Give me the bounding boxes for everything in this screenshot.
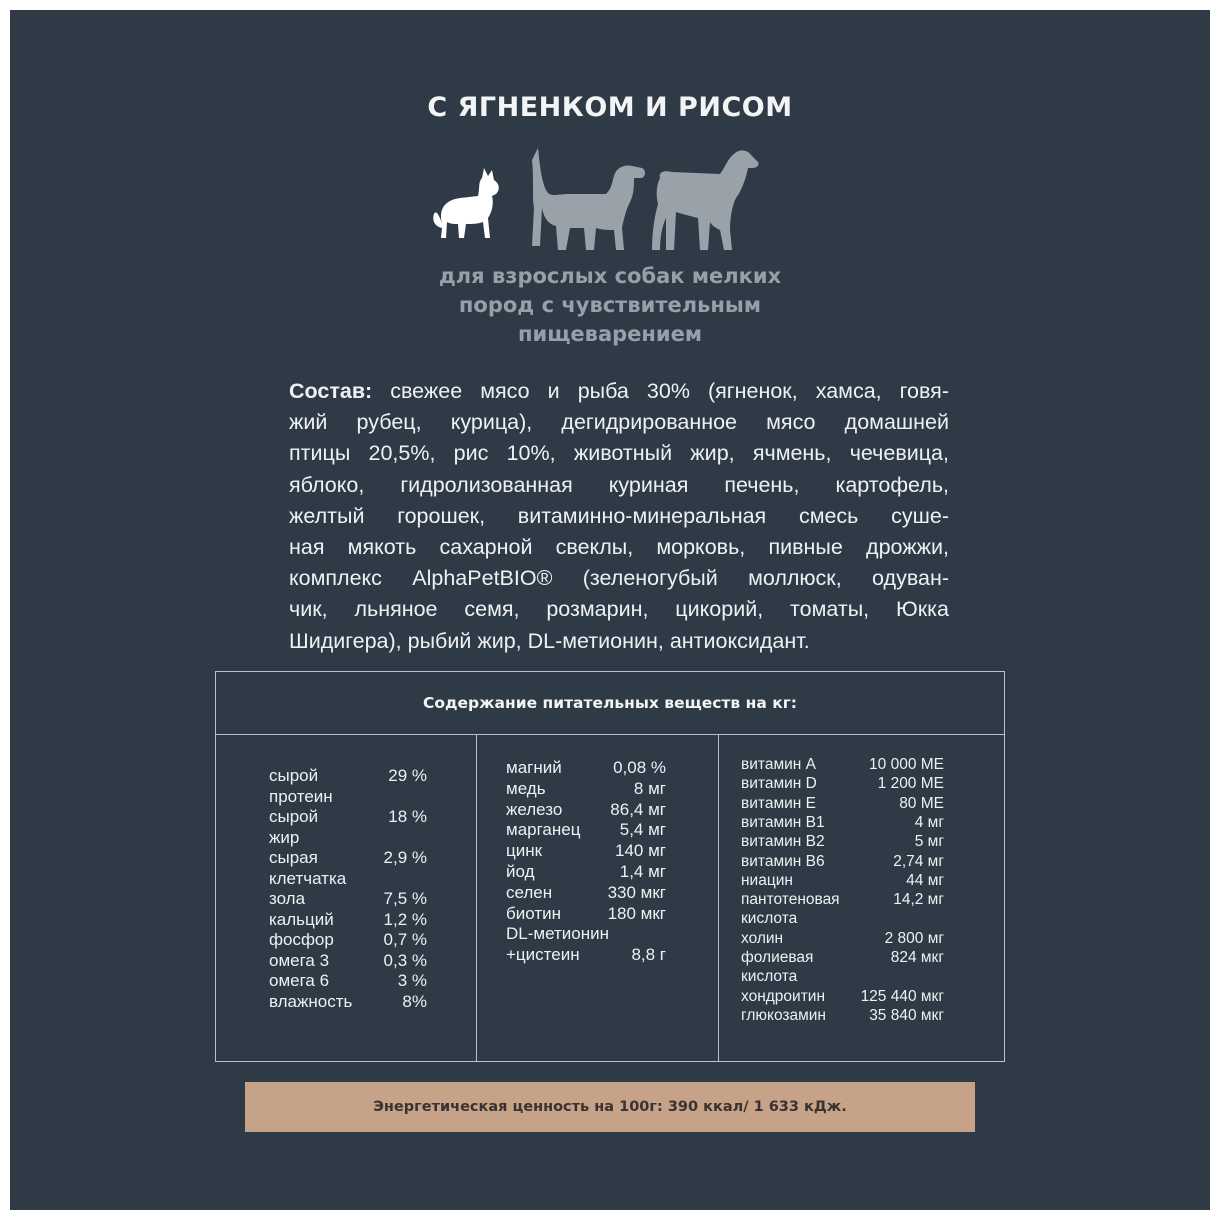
- nutrient-row: [741, 930, 944, 949]
- nutrient-name: кислота: [741, 910, 798, 928]
- nutrients-table: [215, 671, 1005, 1062]
- nutrient-name: пантотеновая: [741, 891, 840, 909]
- nutrient-name: сырой: [269, 766, 319, 785]
- nutrient-name: магний: [506, 758, 562, 777]
- nutrient-value: 8%: [402, 991, 427, 1011]
- nutrient-row: [741, 988, 944, 1007]
- nutrient-name: витамин А: [741, 756, 816, 773]
- nutrient-value: 330 мкг: [607, 882, 666, 902]
- column-divider: [718, 734, 719, 1061]
- composition-line: комплекс AlphaPetBIO® (зеленогубый моллюск, одуван-: [289, 566, 949, 591]
- nutrient-name: клетчатка: [269, 868, 347, 888]
- nutrient-name: кальций: [269, 909, 334, 929]
- column-divider: [476, 734, 477, 1061]
- nutrient-row: [269, 889, 427, 910]
- nutrient-name: селен: [506, 882, 553, 902]
- nutrient-name: витамин Е: [741, 794, 816, 812]
- nutrient-name: железо: [506, 799, 563, 819]
- nutrient-row: [741, 968, 944, 987]
- nutrient-name: омега 3: [269, 950, 330, 970]
- nutrient-name: зола: [269, 889, 306, 908]
- nutrient-name: сырой: [269, 807, 319, 826]
- nutrient-value: 86,4 мг: [610, 799, 666, 819]
- composition-line-text: свежее мясо и рыба 30% (ягненок, хамса, говя-: [372, 379, 949, 403]
- composition-line: чик, льняное семя, розмарин, цикорий, томаты, Юкка: [289, 597, 949, 622]
- nutrient-row: [506, 800, 666, 821]
- nutrient-row: [506, 883, 666, 904]
- nutrient-value: 824 мкг: [890, 949, 944, 966]
- nutrient-value: 1 200 МЕ: [877, 775, 944, 793]
- nutrient-value: 125 440 мкг: [860, 987, 944, 1005]
- nutrient-name: влажность: [269, 991, 353, 1011]
- nutrient-name: витамин В2: [741, 833, 825, 851]
- nutrient-row: [269, 766, 427, 787]
- product-subtitle: [10, 262, 1210, 349]
- medium-dog-icon: [532, 148, 645, 250]
- nutrient-row: [741, 795, 944, 814]
- nutrients-heading: Содержание питательных веществ на кг:: [216, 672, 1004, 735]
- nutrient-row: [741, 910, 944, 929]
- nutrient-row: [269, 869, 427, 890]
- nutrient-name: +цистеин: [506, 945, 580, 965]
- nutrient-name: жир: [269, 827, 300, 847]
- subtitle-line: для взрослых собак мелких: [438, 264, 782, 288]
- nutrient-value: 7,5 %: [383, 889, 427, 908]
- nutrient-row: [741, 775, 944, 794]
- large-dog-icon: [652, 150, 759, 250]
- nutrient-name: цинк: [506, 841, 543, 861]
- product-title: С ЯГНЕНКОМ И РИСОМ: [427, 92, 793, 123]
- composition-line: птицы 20,5%, рис 10%, животный жир, ячмень, чечевица,: [289, 441, 949, 466]
- nutrient-name: глюкозамин: [741, 1006, 826, 1024]
- nutrient-name: хондроитин: [741, 987, 826, 1005]
- composition-line: [289, 376, 949, 407]
- nutrient-row: [269, 930, 427, 951]
- composition-line: жий рубец, курица), дегидрированное мясо домашней: [289, 410, 949, 435]
- small-dog-icon: [433, 168, 499, 238]
- dog-sizes-illustration: [420, 138, 760, 258]
- nutrient-value: 2,74 мг: [893, 852, 944, 870]
- nutrient-row: [741, 891, 944, 910]
- nutrient-row: [269, 910, 427, 931]
- nutrient-value: 180 мкг: [607, 903, 666, 923]
- energy-value-band: Энергетическая ценность на 100г: 390 ккал/ 1 633 кДж.: [245, 1082, 975, 1132]
- subtitle-line: пищеварением: [517, 322, 703, 346]
- nutrient-value: 1,2 %: [383, 909, 427, 929]
- nutrient-row: [741, 1007, 944, 1026]
- nutrient-row: [506, 924, 666, 945]
- nutrient-row: [506, 820, 666, 841]
- nutrient-value: 80 МЕ: [899, 794, 944, 812]
- nutrient-row: [269, 971, 427, 992]
- nutrient-name: медь: [506, 778, 546, 798]
- nutrient-row: [506, 945, 666, 966]
- nutrient-name: фосфор: [269, 930, 334, 949]
- package-back-panel: [10, 10, 1210, 1210]
- nutrient-row: [506, 779, 666, 800]
- nutrient-row: [741, 949, 944, 968]
- nutrient-value: 14,2 мг: [893, 891, 944, 909]
- nutrient-name: холин: [741, 929, 784, 947]
- nutrient-row: [506, 862, 666, 883]
- nutrient-row: [269, 828, 427, 849]
- composition-line: ная мякоть сахарной свеклы, морковь, пивные дрожжи,: [289, 535, 949, 560]
- composition-label: Состав:: [289, 379, 373, 403]
- nutrient-name: фолиевая: [741, 949, 814, 966]
- nutrient-name: марганец: [506, 820, 581, 840]
- nutrient-value: 2 800 мг: [884, 929, 944, 947]
- nutrient-name: ниацин: [741, 871, 793, 889]
- nutrient-value: 44 мг: [906, 871, 944, 889]
- nutrient-name: омега 6: [269, 971, 330, 990]
- nutrient-row: [269, 992, 427, 1013]
- nutrient-row: [269, 787, 427, 808]
- nutrient-row: [741, 756, 944, 775]
- nutrient-row: [741, 853, 944, 872]
- nutrient-value: 5 мг: [914, 833, 944, 851]
- nutrient-name: йод: [506, 862, 535, 881]
- nutrient-value: 35 840 мкг: [869, 1006, 944, 1024]
- nutrient-value: 5,4 мг: [619, 820, 666, 840]
- nutrient-value: 4 мг: [914, 813, 944, 831]
- composition-line: Шидигера), рыбий жир, DL-метионин, антиоксидант.: [289, 628, 810, 653]
- nutrient-value: 29 %: [388, 766, 427, 785]
- nutrient-name: витамин D: [741, 775, 817, 793]
- nutrient-value: 8 мг: [633, 778, 666, 798]
- nutrient-name: протеин: [269, 786, 333, 806]
- nutrient-value: 1,4 мг: [619, 862, 666, 881]
- nutrient-row: [741, 872, 944, 891]
- composition-line: желтый горошек, витаминно-минеральная смесь суше-: [289, 503, 949, 528]
- nutrient-name: кислота: [741, 968, 798, 986]
- nutrient-name: витамин В6: [741, 852, 825, 870]
- nutrient-value: 10 000 МЕ: [869, 756, 944, 773]
- nutrient-row: [269, 807, 427, 828]
- nutrient-name: биотин: [506, 903, 561, 923]
- nutrient-row: [269, 848, 427, 869]
- nutrient-value: 3 %: [397, 971, 427, 990]
- nutrient-row: [269, 951, 427, 972]
- nutrient-value: 2,9 %: [383, 848, 427, 867]
- composition-line: яблоко, гидролизованная куриная печень, картофель,: [289, 472, 949, 497]
- nutrient-value: 18 %: [388, 807, 427, 826]
- nutrient-row: [506, 841, 666, 862]
- nutrient-value: 0,3 %: [383, 950, 427, 970]
- nutrient-name: витамин В1: [741, 813, 825, 831]
- nutrient-value: 0,08 %: [613, 758, 666, 777]
- nutrient-row: [506, 904, 666, 925]
- nutrient-row: [741, 833, 944, 852]
- nutrient-value: 140 мг: [615, 841, 666, 861]
- nutrient-value: 8,8 г: [631, 945, 666, 965]
- nutrient-row: [506, 758, 666, 779]
- composition-text: [289, 376, 949, 657]
- nutrient-name: DL-метионин: [506, 924, 609, 944]
- nutrient-value: 0,7 %: [383, 930, 427, 949]
- subtitle-line: пород с чувствительным: [458, 293, 762, 317]
- nutrient-row: [741, 814, 944, 833]
- nutrient-name: сырая: [269, 848, 318, 867]
